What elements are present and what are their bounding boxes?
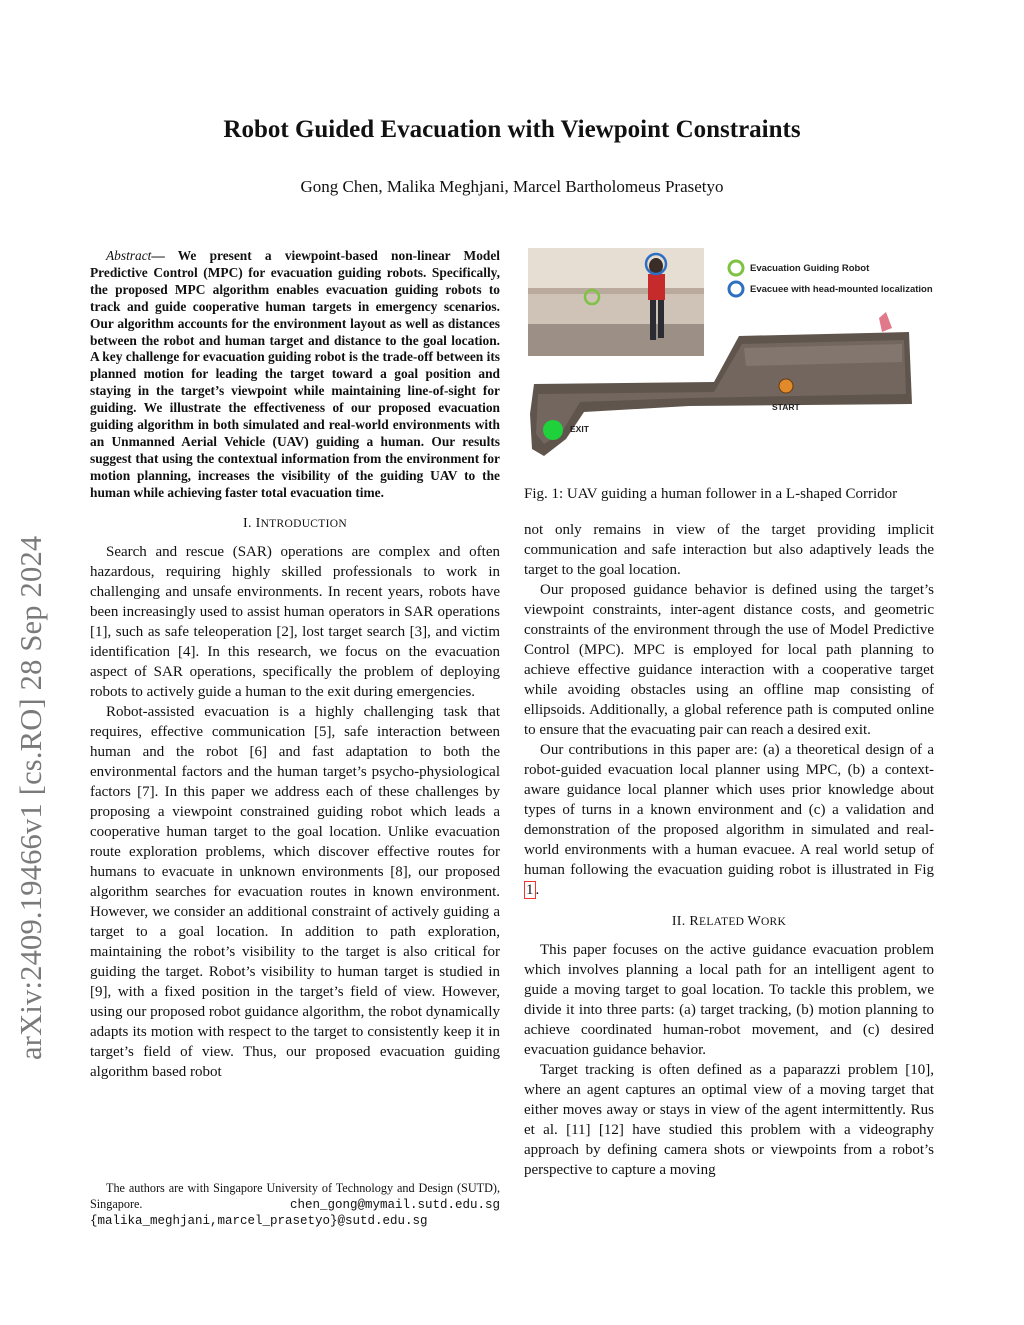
abstract-label: Abstract xyxy=(106,248,152,263)
paragraph: This paper focuses on the active guidance evacuation problem which involves planning a local path for an intelligent agent to guide a moving target to goal location. To tackle this problem, we divide it into three parts: (a) target tracking, (b) motion planning to achieve coordinated human-robot movement, and (c) desired evacuation guidance behavior. xyxy=(524,942,934,1058)
paragraph: Our contributions in this paper are: (a) a theoretical design of a robot-guided evacuation local planner using MPC, (b) a context-aware guidance local planner which uses prior knowledge about types of turns in a known environment and (c) a validation and demonstration of the proposed algorithm in simulated and real-world environments with a human evacuee. A real world setup of human following the evacuation guiding robot is illustrated in Fig 1 . xyxy=(524,742,934,898)
left-column xyxy=(90,248,500,1082)
figure-caption: Fig. 1: UAV guiding a human follower in a L-shaped Corridor xyxy=(524,486,898,502)
legend-robot-label: Evacuation Guiding Robot xyxy=(750,263,870,274)
legend-evacuee-label: Evacuee with head-mounted localization xyxy=(750,284,933,295)
start-marker xyxy=(779,379,793,393)
figure-legend xyxy=(729,261,933,296)
photo-inset xyxy=(528,248,704,356)
footnote-email: {malika_meghjani,marcel_prasetyo}@sutd.edu.sg xyxy=(90,1214,428,1228)
footnote-email: chen_gong@mymail.sutd.edu.sg xyxy=(289,1197,500,1212)
paragraph: Target tracking is often defined as a paparazzi problem [10], where an agent captures an optimal view of a moving target that either moves away or stays in view of the agent intermittently. Rus et al. [11] [12] have studied this problem with a videography approach by defining camera shots or viewpoints from a robot’s perspective to capture a moving xyxy=(524,1062,934,1178)
arxiv-identifier: arXiv:2409.19466v1 [cs.RO] 28 Sep 2024 xyxy=(14,535,48,1060)
figure-reference-link[interactable]: 1 xyxy=(526,882,534,898)
paper-authors: Gong Chen, Malika Meghjani, Marcel Bartholomeus Prasetyo xyxy=(300,177,724,196)
abstract xyxy=(90,248,500,502)
paragraph: Search and rescue (SAR) operations are complex and often hazardous, requiring highly skilled professionals to work in challenging and unsafe environments. In recent years, robots have been increasingly used to assist human operators in SAR operations [1], such as safe teleoperation [2], lost target search [3], and victim identification [4]. In this research, we focus on the evacuation aspect of SAR operations, specifically the problem of deploying robots to actively guide a human to the exit during emergencies. xyxy=(90,543,500,700)
abstract-text: — We present a viewpoint-based non-linear Model Predictive Control (MPC) for evacuation guiding robots. Specifically, the proposed MPC algorithm enables evacuation guiding robots to track and guide cooperative human targets in emergency scenarios. Our algorithm accounts for the environment layout as well as distances between the robot and human target and distance to the goal location. A key challenge for evacuation guiding robot is the trade-off between its planned motion for leading the target toward a goal position and staying in the target’s viewpoint while maintaining line-of-sight for guiding. We illustrate the effectiveness of our proposed evacuation guiding algorithm in both simulated and real-world environments with an Unmanned Aerial Vehicle (UAV) guiding a human. Our results suggest that using the contextual information from the environment for motion planning, increases the visibility of the guiding UAV to the human while achieving faster total evacuation time. xyxy=(90,248,500,500)
footnote-affiliation: The authors are with Singapore University of Technology and Design (SUTD), Singapore. xyxy=(90,1181,500,1211)
paragraph: Our proposed guidance behavior is defined using the target’s viewpoint constraints, inter-agent distance costs, and geometric constraints of the environment through the use of Model Predictive Control (MPC). MPC is employed for local path planning to achieve effective guidance interaction with a cooperative target while avoiding obstacles using an offline map consisting of ellipsoids. Additionally, a global reference path is computed online to ensure that the evacuating pair can reach a desired exit. xyxy=(524,582,934,738)
figure-illustration xyxy=(524,244,934,474)
right-column xyxy=(524,244,934,1180)
section-heading-introduction: I. INTRODUCTION xyxy=(243,515,347,531)
section-heading-related-work: II. RELATED WORK xyxy=(671,914,787,929)
footnote xyxy=(90,1181,500,1230)
legend-robot-icon xyxy=(729,261,743,275)
paragraph: Robot-assisted evacuation is a highly challenging task that requires, effective communication [5], safe interaction between human and the robot [6] and fast adaptation to both the environmental factors and the human target’s psycho-physiological factors [7]. In this paper we address each of these challenges by proposing a viewpoint constrained guiding robot which leads a cooperative human target to the goal location. Unlike evacuation route exploration problems, which discover effective routes for humans to evacuate in unknown environments [8], our proposed algorithm searches for evacuation routes in known environment. However, we consider an additional constraint of actively guiding a target to a goal location. In addition to path exploration, maintaining the robot’s visibility to the target is also critical for guiding the target. Robot’s visibility to human target is studied in [9], with a fixed position in the target’s field of view. However, using our proposed robot guidance algorithm, the robot dynamically adapts its motion with respect to the target to consistently keep it in target’s field of view. Thus, our proposed evacuation guiding algorithm based robot xyxy=(90,703,500,1080)
figure-1 xyxy=(524,244,934,474)
start-label: START xyxy=(772,402,800,412)
paragraph: not only remains in view of the target providing implicit communication and safe interaction but also adaptively leads the target to the goal location. xyxy=(524,522,934,578)
legend-evacuee-icon xyxy=(729,282,743,296)
paper-title: Robot Guided Evacuation with Viewpoint Constraints xyxy=(223,116,801,143)
exit-marker xyxy=(543,420,563,440)
exit-label: EXIT xyxy=(570,424,589,434)
